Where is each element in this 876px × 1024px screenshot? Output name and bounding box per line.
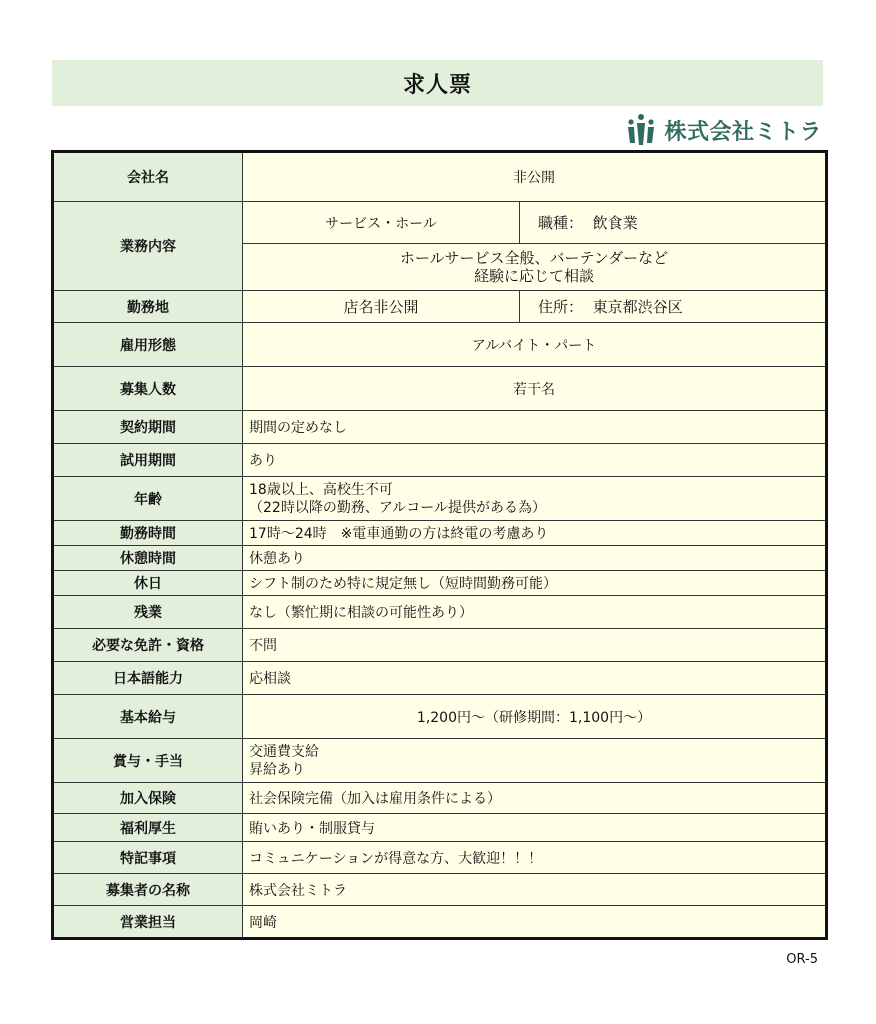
- table-row: [53, 814, 827, 842]
- welfare-value: 賄いあり・制服貸与: [243, 814, 827, 842]
- table-row: [53, 596, 827, 629]
- company-label: 会社名: [53, 152, 243, 202]
- logo-company-name: 株式会社ミトラ: [664, 119, 822, 145]
- address-label: 住所：: [538, 298, 584, 316]
- location-store: 店名非公開: [243, 291, 520, 323]
- table-row: [53, 906, 827, 939]
- document-code: OR-5: [786, 952, 818, 967]
- bonus-label: 賞与・手当: [53, 739, 243, 783]
- holiday-label: 休日: [53, 571, 243, 596]
- title-bar: [52, 60, 823, 106]
- work-details: ホールサービス全般、バーテンダーなど 経験に応じて相談: [243, 244, 827, 291]
- company-value: 非公開: [243, 152, 827, 202]
- table-row: [53, 521, 827, 546]
- holiday-value: シフト制のため特に規定無し（短時間勤務可能）: [243, 571, 827, 596]
- break-value: 休憩あり: [243, 546, 827, 571]
- table-row: [53, 477, 827, 521]
- welfare-label: 福利厚生: [53, 814, 243, 842]
- people-logo-icon: [624, 113, 658, 147]
- insurance-value: 社会保険完備（加入は雇用条件による）: [243, 783, 827, 814]
- table-row: [53, 444, 827, 477]
- trial-value: あり: [243, 444, 827, 477]
- category-label: 職種：: [538, 214, 584, 232]
- age-value: 18歳以上、高校生不可 （22時以降の勤務、アルコール提供がある為）: [243, 477, 827, 521]
- table-row: [53, 629, 827, 662]
- employment-label: 雇用形態: [53, 323, 243, 367]
- work-label: 業務内容: [53, 202, 243, 291]
- work-category: [520, 202, 827, 244]
- table-row: [53, 546, 827, 571]
- license-value: 不問: [243, 629, 827, 662]
- company-logo: [624, 112, 822, 148]
- table-row: [53, 842, 827, 874]
- japanese-label: 日本語能力: [53, 662, 243, 695]
- bonus-value: 交通費支給 昇給あり: [243, 739, 827, 783]
- notes-value: コミュニケーションが得意な方、大歓迎！！！: [243, 842, 827, 874]
- table-row: [53, 291, 827, 323]
- notes-label: 特記事項: [53, 842, 243, 874]
- address-value: 東京都渋谷区: [592, 298, 683, 316]
- table-row: [53, 202, 827, 244]
- job-offer-table: [51, 150, 828, 940]
- insurance-label: 加入保険: [53, 783, 243, 814]
- category-value: 飲食業: [592, 214, 638, 232]
- employment-value: アルバイト・パート: [243, 323, 827, 367]
- table-row: [53, 739, 827, 783]
- hours-value: 17時～24時 ※電車通勤の方は終電の考慮あり: [243, 521, 827, 546]
- contract-label: 契約期間: [53, 411, 243, 444]
- trial-label: 試用期間: [53, 444, 243, 477]
- hours-label: 勤務時間: [53, 521, 243, 546]
- table-row: [53, 695, 827, 739]
- work-position: サービス・ホール: [243, 202, 520, 244]
- recruiter-value: 株式会社ミトラ: [243, 874, 827, 906]
- sales-value: 岡崎: [243, 906, 827, 939]
- location-label: 勤務地: [53, 291, 243, 323]
- location-address: [520, 291, 827, 323]
- table-row: [53, 662, 827, 695]
- table-row: [53, 411, 827, 444]
- table-row: [53, 323, 827, 367]
- table-row: [53, 783, 827, 814]
- overtime-value: なし（繁忙期に相談の可能性あり）: [243, 596, 827, 629]
- page-title: 求人票: [402, 72, 472, 98]
- headcount-label: 募集人数: [53, 367, 243, 411]
- table-row: [53, 874, 827, 906]
- age-label: 年齢: [53, 477, 243, 521]
- table-row: [53, 367, 827, 411]
- recruiter-label: 募集者の名称: [53, 874, 243, 906]
- headcount-value: 若干名: [243, 367, 827, 411]
- japanese-value: 応相談: [243, 662, 827, 695]
- break-label: 休憩時間: [53, 546, 243, 571]
- table-row: [53, 571, 827, 596]
- table-row: [53, 152, 827, 202]
- salary-label: 基本給与: [53, 695, 243, 739]
- license-label: 必要な免許・資格: [53, 629, 243, 662]
- contract-value: 期間の定めなし: [243, 411, 827, 444]
- sales-label: 営業担当: [53, 906, 243, 939]
- overtime-label: 残業: [53, 596, 243, 629]
- salary-value: 1,200円～（研修期間：1,100円～）: [243, 695, 827, 739]
